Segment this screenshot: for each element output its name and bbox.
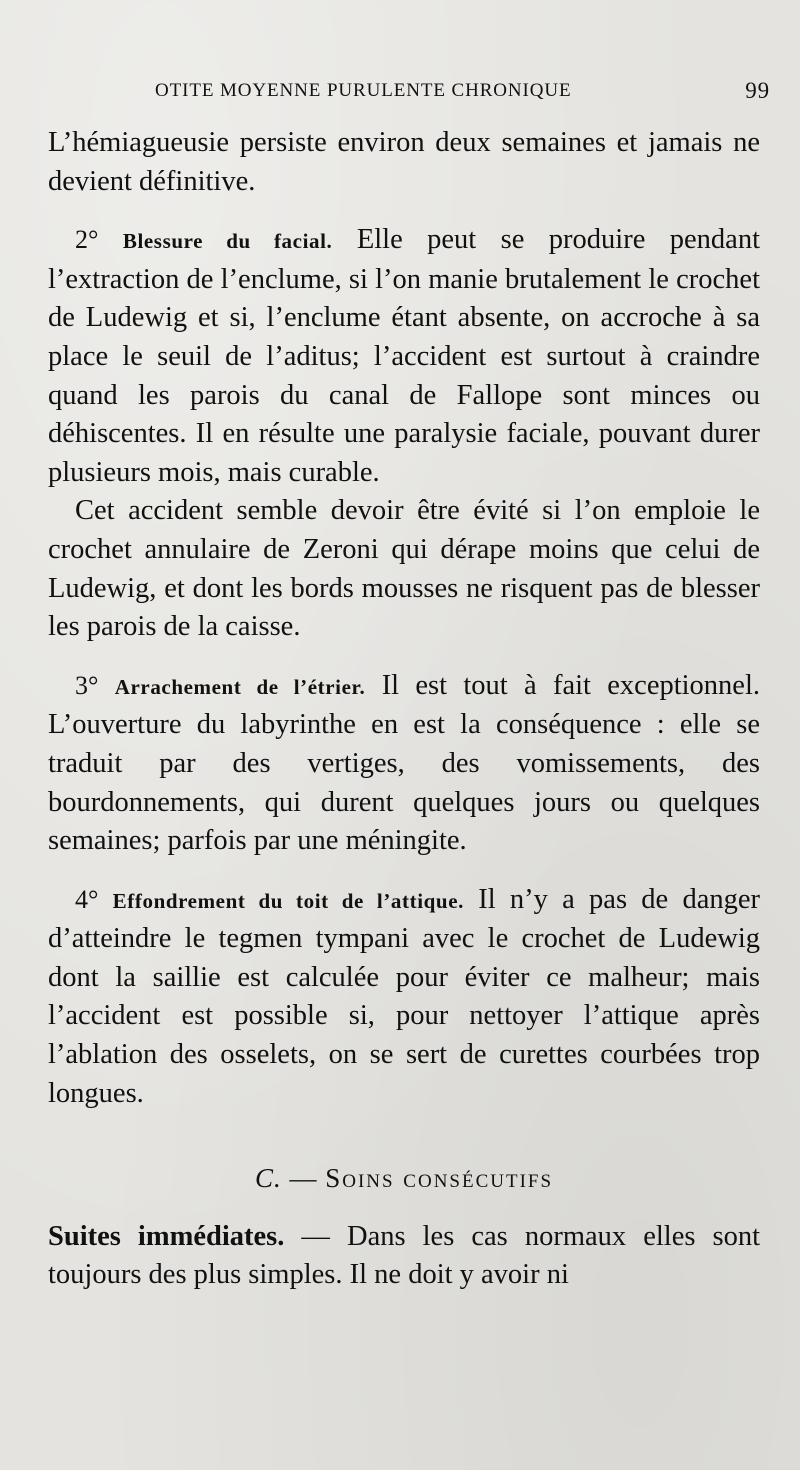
paragraph-lead: Suites immédiates. [48, 1220, 285, 1252]
paragraph-text: Il n’y a pas de danger d’atteindre le tegmen tympani avec le crochet de Ludewig dont la saillie est calculée pour éviter ce malheur; mais l’accident est possible si, pour nettoyer l’attique après l’ablation des osselets, on se sert de curettes courbées trop longues. [48, 883, 761, 1109]
item-number: 4° [75, 884, 99, 914]
paragraph-text: Il est tout à fait exceptionnel. L’ouverture du labyrinthe en est la conséquence : elle se traduit par des vertiges, des vomissements, des bourdonnements, qui durent quelques jours ou quelques semaines; parfois par une méningite. [48, 669, 761, 857]
running-header [155, 80, 770, 110]
paragraph-text: Cet accident semble devoir être évité si l’on emploie le crochet annulaire de Zeroni qui dérape moins que celui de Ludewig, et dont les bords mousses ne risquent pas de blesser les parois de la caisse. [48, 495, 760, 643]
lead-dash: — [301, 1220, 330, 1252]
section-title [48, 1159, 760, 1198]
paragraph-blessure-du-facial [48, 221, 760, 492]
paragraph-text: L’hémiagueusie persiste environ deux semaines et jamais ne devient définitive. [48, 127, 760, 197]
paragraph-text: Dans les cas normaux elles sont toujours des plus simples. Il ne doit y avoir ni [48, 1220, 761, 1291]
item-number: 3° [75, 670, 99, 700]
running-title: OTITE MOYENNE PURULENTE CHRONIQUE [155, 80, 572, 101]
section-title-text: Soins consécutifs [325, 1163, 554, 1194]
page-number: 99 [745, 78, 770, 103]
item-heading: Effondrement du toit de l’attique. [112, 888, 464, 913]
paragraph-text: Elle peut se produire pendant l’extraction de l’enclume, si l’on manie brutalement le crochet de Ludewig et si, l’enclume étant absente, on accroche à sa place le seuil de l’aditus; l’accident est surtout à craindre quand les parois du canal de Fallope sont minces ou déhiscentes. Il en résulte une paralysie faciale, pouvant durer plusieurs mois, mais curable. [48, 224, 761, 488]
paragraph-effondrement-attique [48, 881, 760, 1114]
item-heading: Blessure du facial. [122, 229, 333, 254]
body-text [48, 124, 760, 1295]
paragraph-arrachement-etrier [48, 667, 760, 861]
paragraph-suites-immediates [48, 1218, 760, 1295]
item-heading: Arrachement de l’étrier. [114, 674, 366, 699]
section-dash: — [289, 1163, 318, 1194]
item-number: 2° [75, 225, 99, 255]
paragraph-zeroni [48, 492, 760, 646]
paragraph-hemiagueusie [48, 124, 760, 201]
section-letter: C. [254, 1163, 282, 1194]
